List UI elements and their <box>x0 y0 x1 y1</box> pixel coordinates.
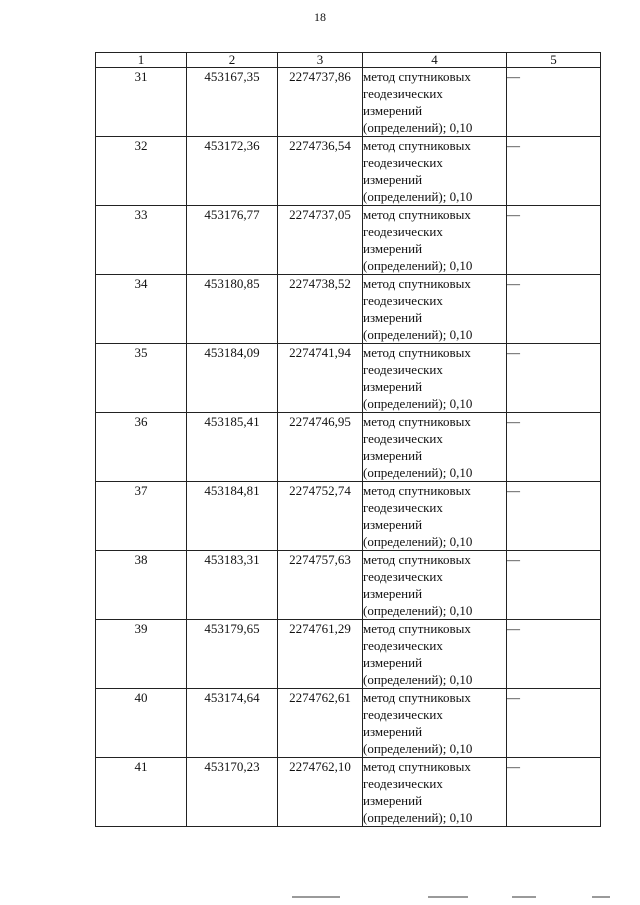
table-row <box>96 758 601 827</box>
footer-scan-marks <box>0 896 640 902</box>
method-line: геодезических <box>363 707 443 722</box>
method-cell <box>363 758 507 827</box>
method-line: геодезических <box>363 155 443 170</box>
note-cell: — <box>507 482 601 551</box>
method-line: метод спутниковых <box>363 483 471 498</box>
method-line: геодезических <box>363 776 443 791</box>
method-line: (определений); 0,10 <box>363 120 473 135</box>
y-coordinate-cell: 2274757,63 <box>278 551 363 620</box>
header-col-2: 2 <box>187 53 278 68</box>
point-number-cell: 36 <box>96 413 187 482</box>
header-col-5: 5 <box>507 53 601 68</box>
method-line: геодезических <box>363 362 443 377</box>
x-coordinate-cell: 453183,31 <box>187 551 278 620</box>
y-coordinate-cell: 2274737,05 <box>278 206 363 275</box>
table-header-row <box>96 53 601 68</box>
method-cell <box>363 137 507 206</box>
method-line: (определений); 0,10 <box>363 672 473 687</box>
coordinates-table <box>95 52 601 827</box>
x-coordinate-cell: 453176,77 <box>187 206 278 275</box>
method-line: измерений <box>363 379 423 394</box>
y-coordinate-cell: 2274736,54 <box>278 137 363 206</box>
point-number-cell: 34 <box>96 275 187 344</box>
table-row <box>96 137 601 206</box>
method-cell <box>363 551 507 620</box>
point-number-cell: 35 <box>96 344 187 413</box>
method-line: геодезических <box>363 638 443 653</box>
method-line: измерений <box>363 586 423 601</box>
method-cell <box>363 413 507 482</box>
point-number-cell: 40 <box>96 689 187 758</box>
point-number-cell: 31 <box>96 68 187 137</box>
note-cell: — <box>507 344 601 413</box>
table-row <box>96 275 601 344</box>
note-cell: — <box>507 689 601 758</box>
point-number-cell: 32 <box>96 137 187 206</box>
table-row <box>96 68 601 137</box>
method-line: метод спутниковых <box>363 759 471 774</box>
method-line: (определений); 0,10 <box>363 741 473 756</box>
method-cell <box>363 482 507 551</box>
note-cell: — <box>507 758 601 827</box>
method-line: геодезических <box>363 500 443 515</box>
table-row <box>96 413 601 482</box>
header-col-4: 4 <box>363 53 507 68</box>
table-body <box>96 68 601 827</box>
table-row <box>96 689 601 758</box>
x-coordinate-cell: 453185,41 <box>187 413 278 482</box>
y-coordinate-cell: 2274752,74 <box>278 482 363 551</box>
y-coordinate-cell: 2274741,94 <box>278 344 363 413</box>
method-line: измерений <box>363 172 423 187</box>
method-line: измерений <box>363 241 423 256</box>
method-line: (определений); 0,10 <box>363 327 473 342</box>
y-coordinate-cell: 2274737,86 <box>278 68 363 137</box>
method-line: метод спутниковых <box>363 414 471 429</box>
method-line: метод спутниковых <box>363 552 471 567</box>
table-row <box>96 551 601 620</box>
note-cell: — <box>507 68 601 137</box>
method-line: метод спутниковых <box>363 138 471 153</box>
method-line: измерений <box>363 793 423 808</box>
note-cell: — <box>507 620 601 689</box>
method-line: геодезических <box>363 224 443 239</box>
x-coordinate-cell: 453184,81 <box>187 482 278 551</box>
method-line: метод спутниковых <box>363 207 471 222</box>
method-line: (определений); 0,10 <box>363 603 473 618</box>
method-line: метод спутниковых <box>363 690 471 705</box>
header-col-1: 1 <box>96 53 187 68</box>
x-coordinate-cell: 453172,36 <box>187 137 278 206</box>
method-line: метод спутниковых <box>363 276 471 291</box>
point-number-cell: 33 <box>96 206 187 275</box>
point-number-cell: 37 <box>96 482 187 551</box>
page-number: 18 <box>314 10 326 24</box>
method-line: (определений); 0,10 <box>363 396 473 411</box>
method-line: метод спутниковых <box>363 345 471 360</box>
table-row <box>96 344 601 413</box>
point-number-cell: 39 <box>96 620 187 689</box>
method-line: геодезических <box>363 86 443 101</box>
method-line: геодезических <box>363 431 443 446</box>
x-coordinate-cell: 453167,35 <box>187 68 278 137</box>
note-cell: — <box>507 275 601 344</box>
table-row <box>96 620 601 689</box>
method-cell <box>363 206 507 275</box>
note-cell: — <box>507 137 601 206</box>
note-cell: — <box>507 413 601 482</box>
method-line: измерений <box>363 103 423 118</box>
method-line: измерений <box>363 655 423 670</box>
method-line: измерений <box>363 310 423 325</box>
method-line: измерений <box>363 724 423 739</box>
point-number-cell: 41 <box>96 758 187 827</box>
method-line: (определений); 0,10 <box>363 810 473 825</box>
x-coordinate-cell: 453174,64 <box>187 689 278 758</box>
method-cell <box>363 620 507 689</box>
note-cell: — <box>507 206 601 275</box>
y-coordinate-cell: 2274738,52 <box>278 275 363 344</box>
method-line: метод спутниковых <box>363 621 471 636</box>
method-line: измерений <box>363 448 423 463</box>
x-coordinate-cell: 453170,23 <box>187 758 278 827</box>
x-coordinate-cell: 453184,09 <box>187 344 278 413</box>
x-coordinate-cell: 453180,85 <box>187 275 278 344</box>
y-coordinate-cell: 2274746,95 <box>278 413 363 482</box>
method-cell <box>363 68 507 137</box>
method-line: (определений); 0,10 <box>363 258 473 273</box>
point-number-cell: 38 <box>96 551 187 620</box>
method-line: измерений <box>363 517 423 532</box>
y-coordinate-cell: 2274762,61 <box>278 689 363 758</box>
y-coordinate-cell: 2274761,29 <box>278 620 363 689</box>
method-line: (определений); 0,10 <box>363 465 473 480</box>
method-cell <box>363 689 507 758</box>
method-line: (определений); 0,10 <box>363 189 473 204</box>
header-col-3: 3 <box>278 53 363 68</box>
table-row <box>96 206 601 275</box>
note-cell: — <box>507 551 601 620</box>
x-coordinate-cell: 453179,65 <box>187 620 278 689</box>
method-line: (определений); 0,10 <box>363 534 473 549</box>
method-line: метод спутниковых <box>363 69 471 84</box>
table-row <box>96 482 601 551</box>
y-coordinate-cell: 2274762,10 <box>278 758 363 827</box>
method-cell <box>363 344 507 413</box>
method-line: геодезических <box>363 569 443 584</box>
method-cell <box>363 275 507 344</box>
method-line: геодезических <box>363 293 443 308</box>
